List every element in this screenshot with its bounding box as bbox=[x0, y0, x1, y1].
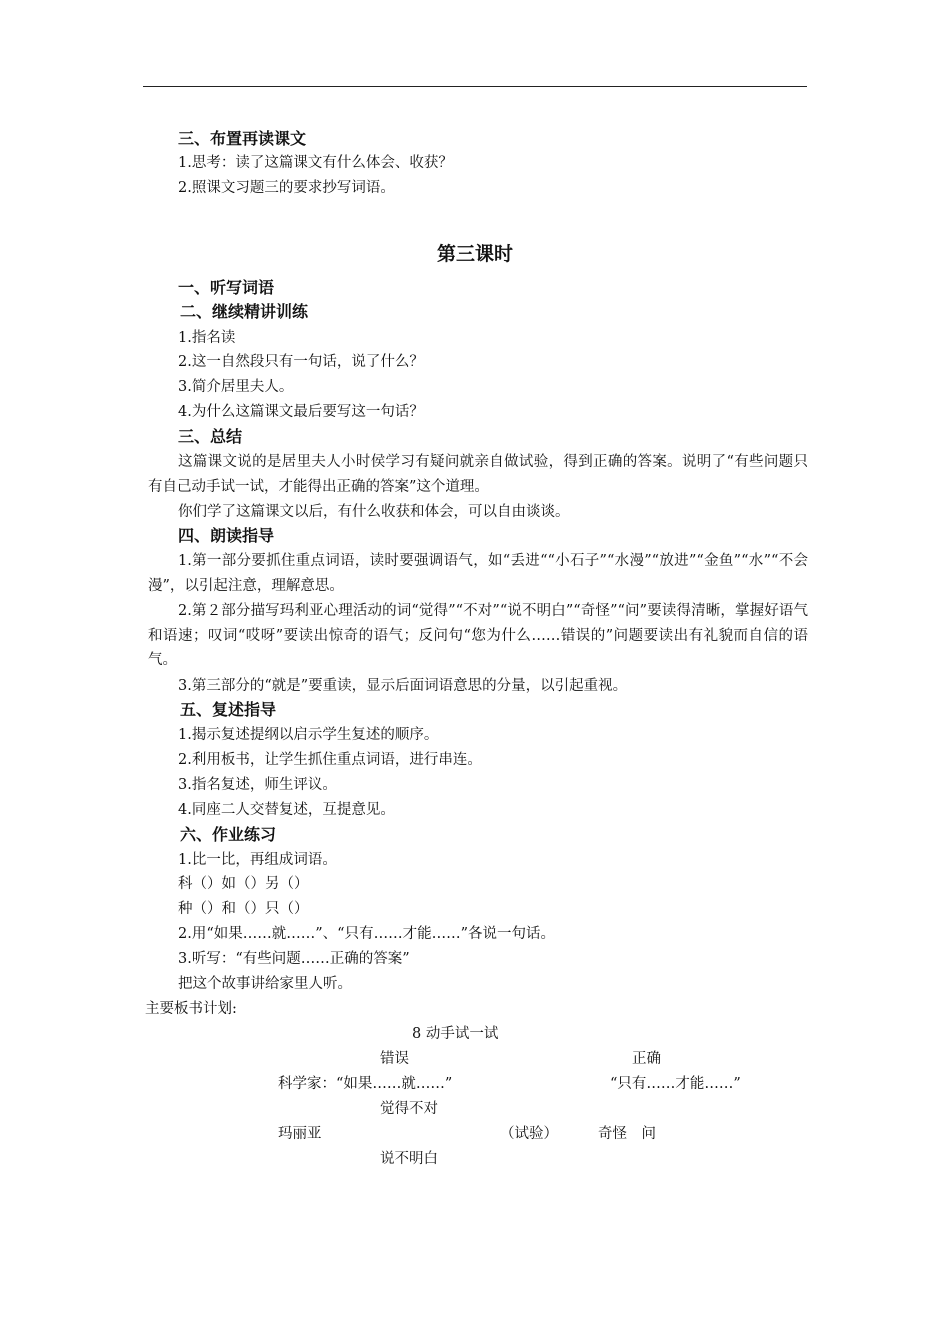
retell-heading: 五、复述指导 bbox=[180, 700, 277, 719]
reading-heading: 四、朗读指导 bbox=[178, 526, 275, 545]
board-strange-ask: 奇怪 问 bbox=[598, 1126, 656, 1142]
summary-paragraph-1: 这篇课文说的是居里夫人小时侯学习有疑问就亲自做试验，得到正确的答案。说明了“有些问题只有自己动手试一试，才能得出正确的答案”这个道理。 bbox=[148, 454, 808, 495]
retell-item-2: 2.利用板书，让学生抓住重点词语，进行串连。 bbox=[178, 752, 482, 768]
summary-paragraph-2: 你们学了这篇课文以后，有什么收获和体会，可以自由谈谈。 bbox=[178, 504, 570, 520]
retell-item-1: 1.揭示复述提纲以启示学生复述的顺序。 bbox=[178, 727, 439, 743]
homework-item-6: 把这个故事讲给家里人听。 bbox=[178, 976, 352, 992]
training-heading: 二、继续精讲训练 bbox=[180, 302, 309, 321]
review-item-2: 2.照课文习题三的要求抄写词语。 bbox=[178, 180, 395, 196]
homework-item-1: 1.比一比，再组成词语。 bbox=[178, 852, 337, 868]
review-item-1: 1.思考：读了这篇课文有什么体会、收获？ bbox=[178, 155, 453, 171]
training-item-1: 1.指名读 bbox=[178, 330, 236, 346]
homework-item-3: 种（）和（）只（） bbox=[178, 901, 309, 917]
reading-paragraph-2: 2.第２部分描写玛利亚心理活动的词“觉得”“不对”“说不明白”“奇怪”“问”要读得清晰，掌握好语气和语速；叹词“哎呀”要读出惊奇的语气；反问句“您为什么……错误的”问题要读出有礼貌而自信的语气。 bbox=[148, 603, 808, 669]
board-maria: 玛丽亚 bbox=[278, 1126, 322, 1142]
board-scientist: 科学家：“如果……就……” bbox=[278, 1076, 453, 1092]
board-feel-wrong: 觉得不对 bbox=[380, 1101, 438, 1117]
lesson-title: 第三课时 bbox=[436, 243, 513, 265]
retell-item-4: 4.同座二人交替复述，互提意见。 bbox=[178, 802, 395, 818]
reading-paragraph-1: 1.第一部分要抓住重点词语，读时要强调语气，如“丢进““小石子”“水漫”“放进”“金鱼”“水”“不会漫”，以引起注意，理解意思。 bbox=[148, 553, 808, 594]
review-heading: 三、布置再读课文 bbox=[178, 129, 307, 148]
homework-item-2: 科（）如（）另（） bbox=[178, 876, 309, 892]
retell-item-3: 3.指名复述，师生评议。 bbox=[178, 777, 337, 793]
board-right: 正确 bbox=[632, 1051, 661, 1067]
homework-item-5: 3.听写：“有些问题……正确的答案” bbox=[178, 951, 410, 967]
homework-item-4: 2.用“如果……就……”、“只有……才能……”各说一句话。 bbox=[178, 926, 555, 942]
board-plan-label: 主要板书计划: bbox=[145, 1001, 237, 1017]
board-wrong: 错误 bbox=[380, 1051, 409, 1067]
homework-heading: 六、作业练习 bbox=[180, 825, 277, 844]
training-item-3: 3.简介居里夫人。 bbox=[178, 379, 294, 395]
header-rule bbox=[143, 86, 807, 87]
board-title: 8 动手试一试 bbox=[412, 1026, 499, 1042]
training-item-4: 4.为什么这篇课文最后要写这一句话？ bbox=[178, 404, 424, 420]
board-unclear: 说不明白 bbox=[380, 1151, 438, 1167]
dictation-heading: 一、听写词语 bbox=[178, 278, 275, 297]
training-item-2: 2.这一自然段只有一句话，说了什么？ bbox=[178, 354, 424, 370]
board-only-if: “只有……才能……” bbox=[610, 1076, 741, 1092]
reading-paragraph-3: 3.第三部分的“就是”要重读，显示后面词语意思的分量，以引起重视。 bbox=[178, 678, 628, 694]
summary-heading: 三、总结 bbox=[178, 427, 243, 446]
board-experiment: （试验） bbox=[500, 1126, 558, 1142]
